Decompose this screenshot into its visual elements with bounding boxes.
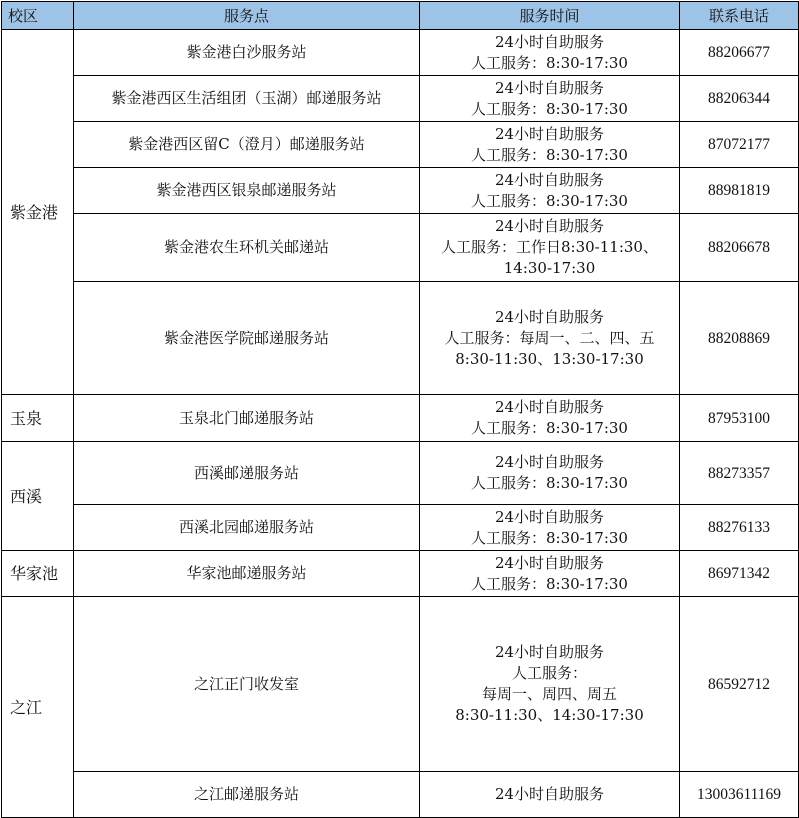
table-row bbox=[2, 168, 799, 214]
phone-number: 13003611169 bbox=[680, 772, 799, 818]
phone-number: 88276133 bbox=[680, 505, 799, 551]
service-point: 之江正门收发室 bbox=[74, 597, 420, 772]
campus-cell: 玉泉 bbox=[2, 395, 74, 442]
service-time: 24小时自助服务 人工服务： 每周一、周四、周五 8:30-11:30、14:30-17:30 bbox=[420, 597, 680, 772]
service-point: 紫金港医学院邮递服务站 bbox=[74, 282, 420, 395]
table-row bbox=[2, 282, 799, 395]
service-time: 24小时自助服务 人工服务：8:30-17:30 bbox=[420, 30, 680, 76]
header-service-time: 服务时间 bbox=[420, 2, 680, 30]
service-point: 紫金港西区银泉邮递服务站 bbox=[74, 168, 420, 214]
service-time: 24小时自助服务 人工服务：8:30-17:30 bbox=[420, 168, 680, 214]
table-row bbox=[2, 76, 799, 122]
service-time: 24小时自助服务 bbox=[420, 772, 680, 818]
phone-number: 88981819 bbox=[680, 168, 799, 214]
phone-number: 88208869 bbox=[680, 282, 799, 395]
header-row bbox=[2, 2, 799, 30]
phone-number: 87953100 bbox=[680, 395, 799, 442]
service-point: 之江邮递服务站 bbox=[74, 772, 420, 818]
header-service-point: 服务点 bbox=[74, 2, 420, 30]
service-point: 西溪邮递服务站 bbox=[74, 442, 420, 505]
phone-number: 87072177 bbox=[680, 122, 799, 168]
campus-cell: 华家池 bbox=[2, 551, 74, 597]
table-row bbox=[2, 772, 799, 818]
campus-cell: 紫金港 bbox=[2, 30, 74, 395]
table-row bbox=[2, 214, 799, 282]
table-row bbox=[2, 122, 799, 168]
service-table bbox=[1, 1, 799, 818]
table-row bbox=[2, 597, 799, 772]
table-row bbox=[2, 395, 799, 442]
service-point: 紫金港农生环机关邮递站 bbox=[74, 214, 420, 282]
service-point: 玉泉北门邮递服务站 bbox=[74, 395, 420, 442]
phone-number: 86971342 bbox=[680, 551, 799, 597]
service-point: 西溪北园邮递服务站 bbox=[74, 505, 420, 551]
table-row bbox=[2, 551, 799, 597]
phone-number: 88206344 bbox=[680, 76, 799, 122]
table-row bbox=[2, 505, 799, 551]
campus-cell: 之江 bbox=[2, 597, 74, 818]
table-row bbox=[2, 442, 799, 505]
service-time: 24小时自助服务 人工服务：8:30-17:30 bbox=[420, 505, 680, 551]
service-point: 紫金港白沙服务站 bbox=[74, 30, 420, 76]
phone-number: 88206677 bbox=[680, 30, 799, 76]
header-phone: 联系电话 bbox=[680, 2, 799, 30]
service-time: 24小时自助服务 人工服务：工作日8:30-11:30、 14:30-17:30 bbox=[420, 214, 680, 282]
service-time: 24小时自助服务 人工服务：每周一、二、四、五 8:30-11:30、13:30-17:30 bbox=[420, 282, 680, 395]
service-time: 24小时自助服务 人工服务：8:30-17:30 bbox=[420, 551, 680, 597]
phone-number: 88206678 bbox=[680, 214, 799, 282]
service-time: 24小时自助服务 人工服务：8:30-17:30 bbox=[420, 122, 680, 168]
service-point: 紫金港西区生活组团（玉湖）邮递服务站 bbox=[74, 76, 420, 122]
service-point: 紫金港西区留C（澄月）邮递服务站 bbox=[74, 122, 420, 168]
table-row bbox=[2, 30, 799, 76]
service-time: 24小时自助服务 人工服务：8:30-17:30 bbox=[420, 76, 680, 122]
service-time: 24小时自助服务 人工服务：8:30-17:30 bbox=[420, 442, 680, 505]
service-point: 华家池邮递服务站 bbox=[74, 551, 420, 597]
phone-number: 86592712 bbox=[680, 597, 799, 772]
campus-cell: 西溪 bbox=[2, 442, 74, 551]
phone-number: 88273357 bbox=[680, 442, 799, 505]
header-campus: 校区 bbox=[2, 2, 74, 30]
service-time: 24小时自助服务 人工服务：8:30-17:30 bbox=[420, 395, 680, 442]
